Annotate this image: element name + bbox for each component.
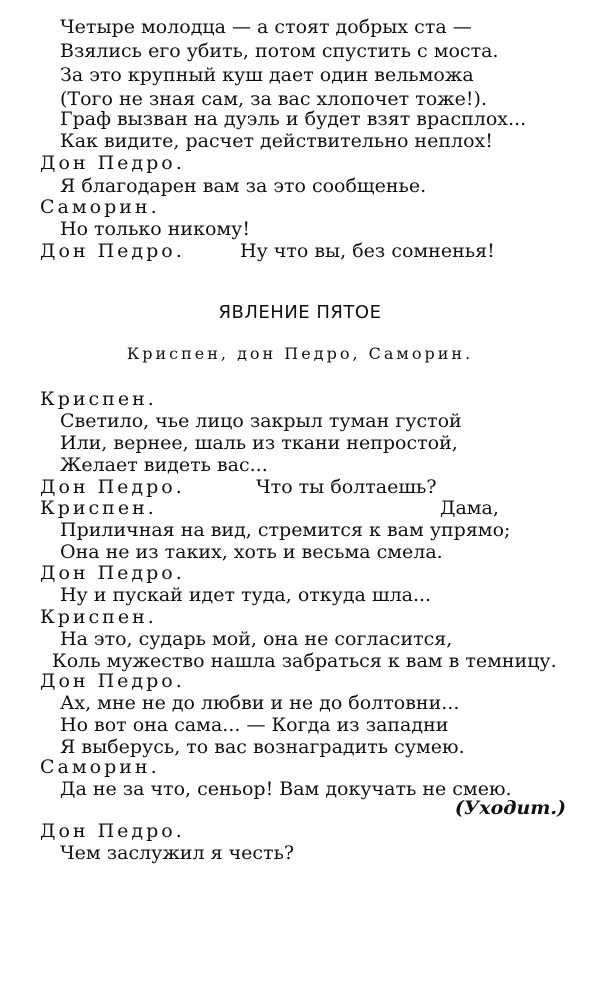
verse-line: Взялись его убить, потом спустить с моста. <box>60 40 499 62</box>
verse-line: Что ты болтаешь? <box>256 476 437 498</box>
speaker-name: Дон Педро. <box>40 476 185 498</box>
verse-line: Приличная на вид, стремится к вам упрямо; <box>60 519 511 541</box>
speaker-name: Криспен. <box>40 497 157 519</box>
verse-line: Но только никому! <box>60 218 250 240</box>
scene-title: ЯВЛЕНИЕ ПЯТОЕ <box>218 302 382 323</box>
verse-line: Да не за что, сеньор! Вам докучать не смею. <box>60 778 512 800</box>
verse-line: На это, сударь мой, она не согласится, <box>60 628 453 650</box>
verse-line: Но вот она сама... — Когда из западни <box>60 714 449 736</box>
verse-line: Дама, <box>440 497 499 519</box>
verse-line: Ну и пускай идет туда, откуда шла... <box>60 584 432 606</box>
verse-line: Желает видеть вас... <box>60 454 268 476</box>
verse-line: Ну что вы, без сомненья! <box>240 240 495 262</box>
speaker-name: Дон Педро. <box>40 240 185 262</box>
speaker-name: Дон Педро. <box>40 820 185 842</box>
speaker-name: Дон Педро. <box>40 152 185 174</box>
verse-line: Светило, чье лицо закрыл туман густой <box>60 410 462 432</box>
verse-line: Она не из таких, хоть и весьма смела. <box>60 541 443 563</box>
verse-line: Ах, мне не до любви и не до болтовни... <box>60 692 460 714</box>
verse-line: (Того не зная сам, за вас хлопочет тоже!). <box>60 88 487 110</box>
verse-line: Я благодарен вам за это сообщенье. <box>60 175 427 197</box>
speaker-name: Криспен. <box>40 606 157 628</box>
verse-line: Я выберусь, то вас вознаградить сумею. <box>60 736 465 758</box>
verse-line: Граф вызван на дуэль и будет взят врасплох... <box>60 108 527 130</box>
verse-line: Как видите, расчет действительно неплох! <box>60 130 493 152</box>
speaker-name: Саморин. <box>40 756 160 778</box>
speaker-name: Дон Педро. <box>40 670 185 692</box>
verse-line: Коль мужество нашла забраться к вам в темницу. <box>52 650 557 672</box>
verse-line: Или, вернее, шаль из ткани непростой, <box>60 432 458 454</box>
speaker-name: Криспен. <box>40 388 157 410</box>
scene-cast: Криспен, дон Педро, Саморин. <box>126 344 474 363</box>
speaker-name: Дон Педро. <box>40 562 185 584</box>
stage-direction: (Уходит.) <box>454 797 566 819</box>
verse-line: За это крупный куш дает один вельможа <box>60 64 474 86</box>
verse-line: Чем заслужил я честь? <box>60 842 295 864</box>
speaker-name: Саморин. <box>40 196 160 218</box>
verse-line: Четыре молодца — а стоят добрых ста — <box>60 16 472 38</box>
